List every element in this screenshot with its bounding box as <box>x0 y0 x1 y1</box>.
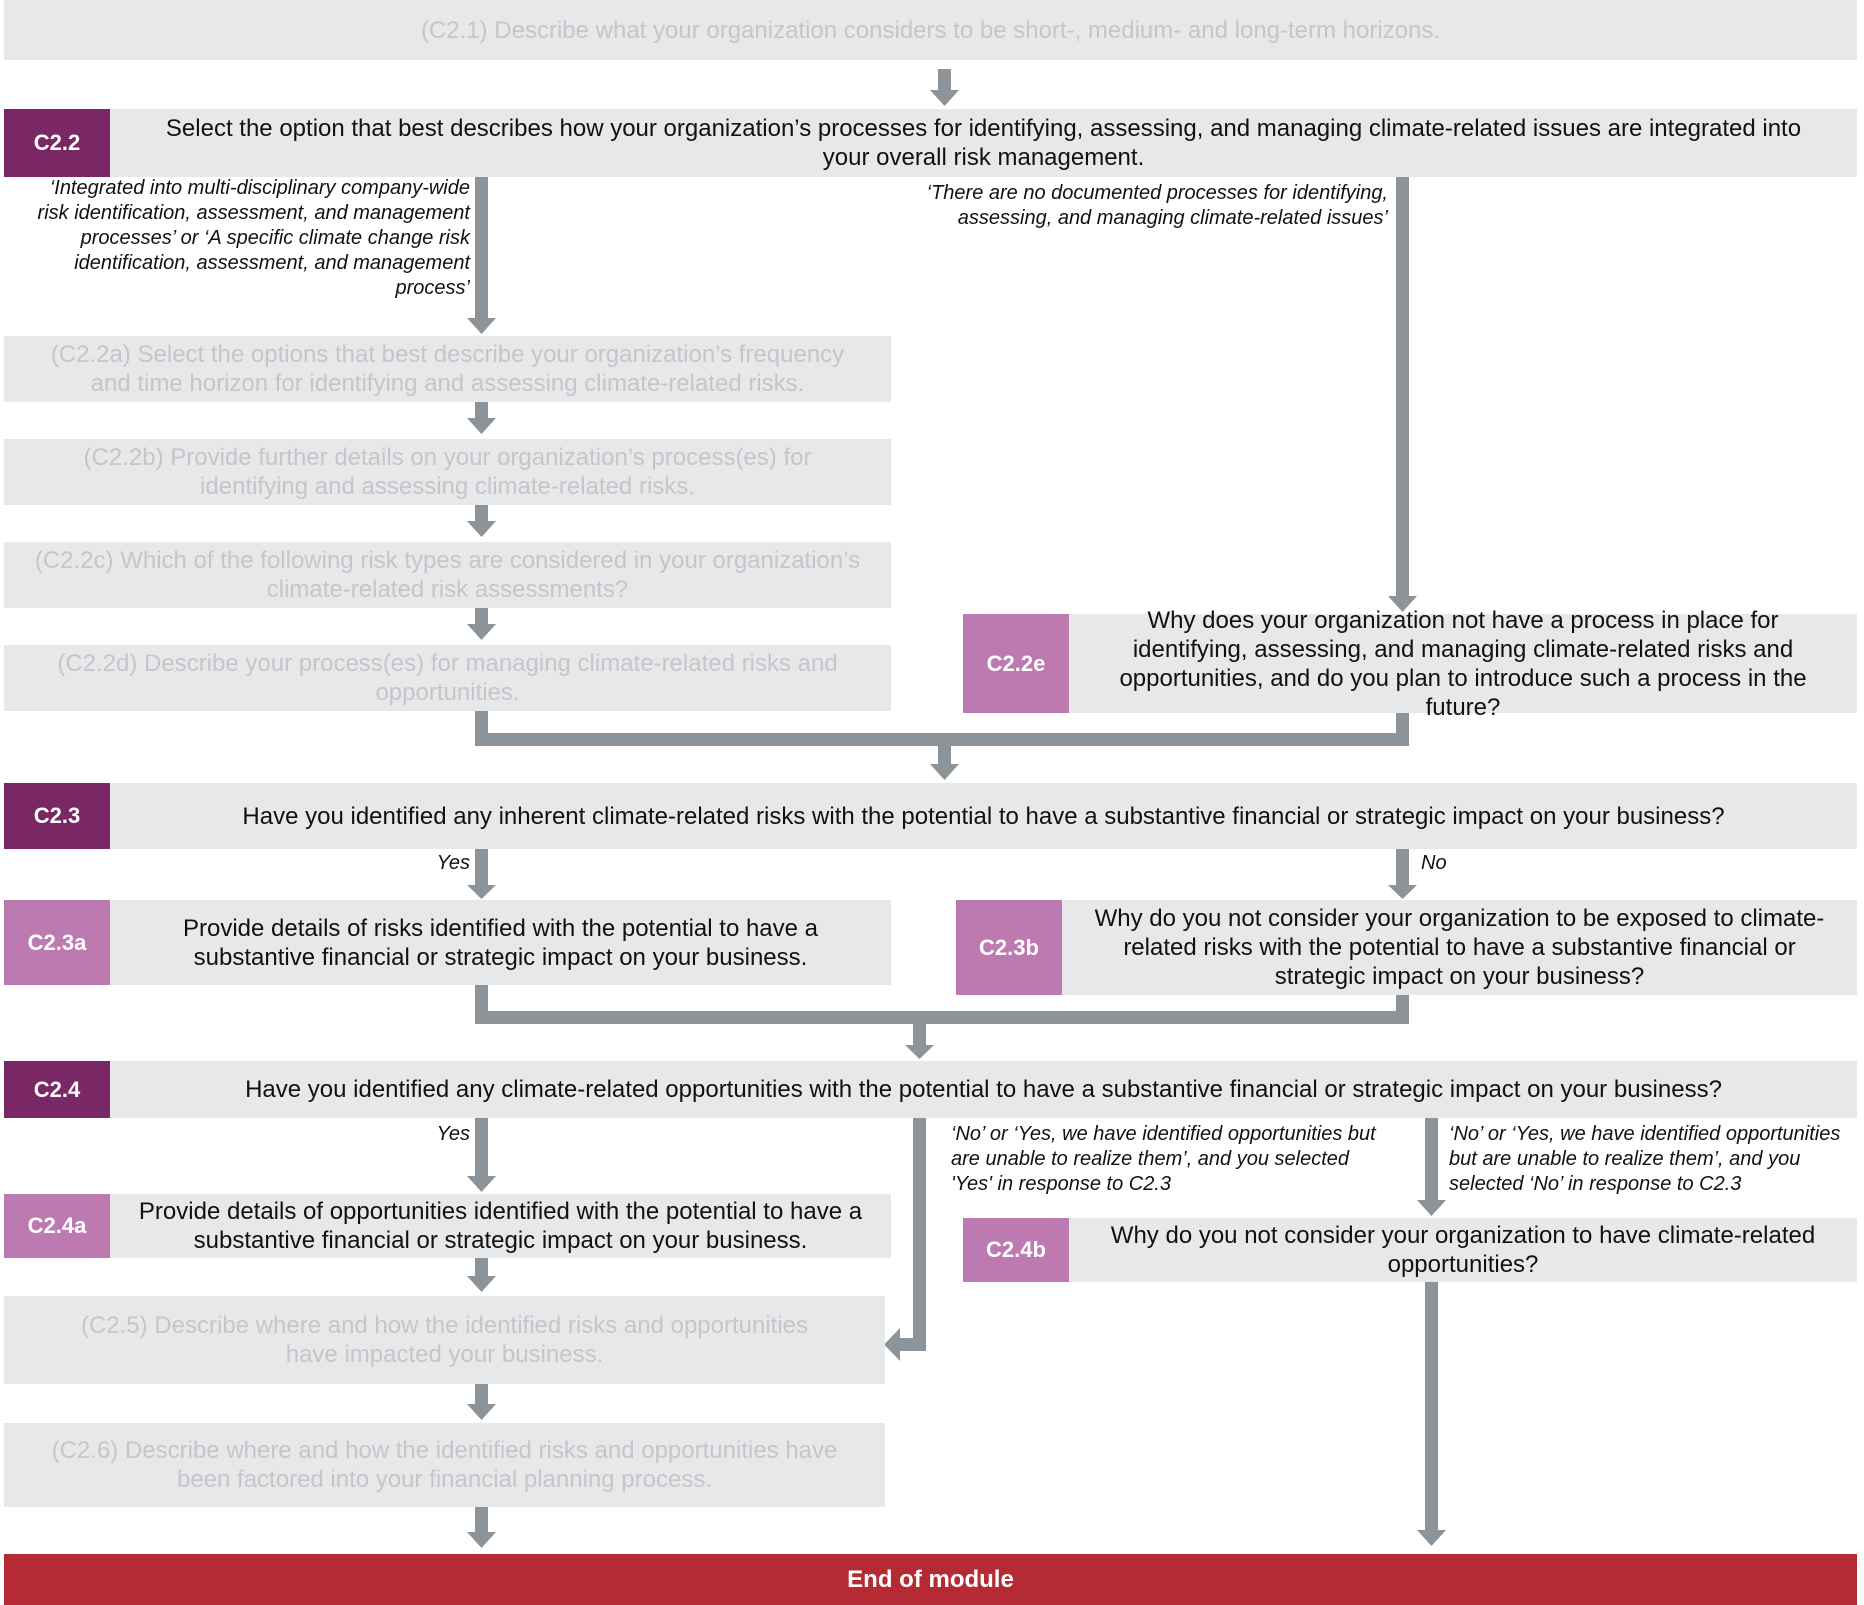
condition-c2-3-no: No <box>1421 852 1447 874</box>
tag-c2-3: C2.3 <box>4 783 110 849</box>
question-c2-1-text: (C2.1) Describe what your organization considers to be short-, medium- and long-term horizons. <box>420 16 1441 44</box>
question-c2-2e: Why does your organization not have a process in place for identifying, assessing, and managing climate-related risks and opportunities, and do you plan to introduce such a process in the future? <box>1069 614 1857 713</box>
tag-c2-3a: C2.3a <box>4 900 110 985</box>
question-c2-1 <box>4 0 1857 60</box>
tag-c2-2e: C2.2e <box>963 614 1069 713</box>
question-c2-2a: (C2.2a) Select the options that best describe your organization’s frequency and time horizon for identifying and assessing climate-related risks. <box>4 336 891 402</box>
question-c2-4: Have you identified any climate-related opportunities with the potential to have a substantive financial or strategic impact on your business? <box>110 1061 1857 1118</box>
condition-c2-2-none: ‘There are no documented processes for identifying, assessing, and managing climate-related issues’ <box>926 182 1388 229</box>
question-c2-4b: Why do you not consider your organization to have climate-related opportunities? <box>1069 1218 1857 1282</box>
end-of-module-bar <box>4 1554 1857 1605</box>
question-c2-3: Have you identified any inherent climate-related risks with the potential to have a substantive financial or strategic impact on your business? <box>110 783 1857 849</box>
condition-c2-3-yes: Yes <box>436 852 470 874</box>
tag-c2-4a: C2.4a <box>4 1194 110 1258</box>
question-c2-5: (C2.5) Describe where and how the identified risks and opportunities have impacted your business. <box>4 1296 885 1384</box>
question-c2-2-text: Select the option that best describes how your organization’s processes for identifying, assessing, and managing climate-related issues are integrated into your overall risk management. <box>165 115 1802 171</box>
end-of-module-label: End of module <box>847 1565 1014 1593</box>
tag-c2-4b: C2.4b <box>963 1218 1069 1282</box>
question-c2-3a: Provide details of risks identified with the potential to have a substantive financial or strategic impact on your business. <box>110 900 891 985</box>
question-c2-2b: (C2.2b) Provide further details on your organization’s process(es) for identifying and assessing climate-related risks. <box>4 439 891 505</box>
condition-c2-4-yes: Yes <box>436 1123 470 1145</box>
question-c2-2c: (C2.2c) Which of the following risk types are considered in your organization’s climate-related risk assessments? <box>4 542 891 608</box>
question-c2-6: (C2.6) Describe where and how the identified risks and opportunities have been factored into your financial planning process. <box>4 1423 885 1507</box>
question-c2-2d: (C2.2d) Describe your process(es) for managing climate-related risks and opportunities. <box>4 645 891 711</box>
question-c2-3b: Why do you not consider your organization to be exposed to climate-related risks with the potential to have a substantive financial or strategic impact on your business? <box>1062 900 1857 995</box>
condition-c2-4-no-yes23: ‘No’ or ‘Yes, we have identified opportunities but are unable to realize them’, and you selected 'Yes' in response to C2.3 <box>951 1123 1376 1195</box>
condition-c2-4-no-no23: ‘No’ or ‘Yes, we have identified opportunities but are unable to realize them’, and you selected ‘No’ in response to C2.3 <box>1449 1123 1841 1195</box>
condition-c2-2-integrated: ‘Integrated into multi-disciplinary company-wide risk identification, assessment, and management processes’ or ‘A specific climate change risk identification, assessment, and management process’ <box>37 177 470 299</box>
tag-c2-2-label: C2.2 <box>33 130 81 155</box>
tag-c2-2 <box>4 109 110 177</box>
question-c2-2 <box>110 109 1857 177</box>
tag-c2-3b: C2.3b <box>956 900 1062 995</box>
question-c2-4a: Provide details of opportunities identified with the potential to have a substantive financial or strategic impact on your business. <box>110 1194 891 1258</box>
tag-c2-4: C2.4 <box>4 1061 110 1118</box>
